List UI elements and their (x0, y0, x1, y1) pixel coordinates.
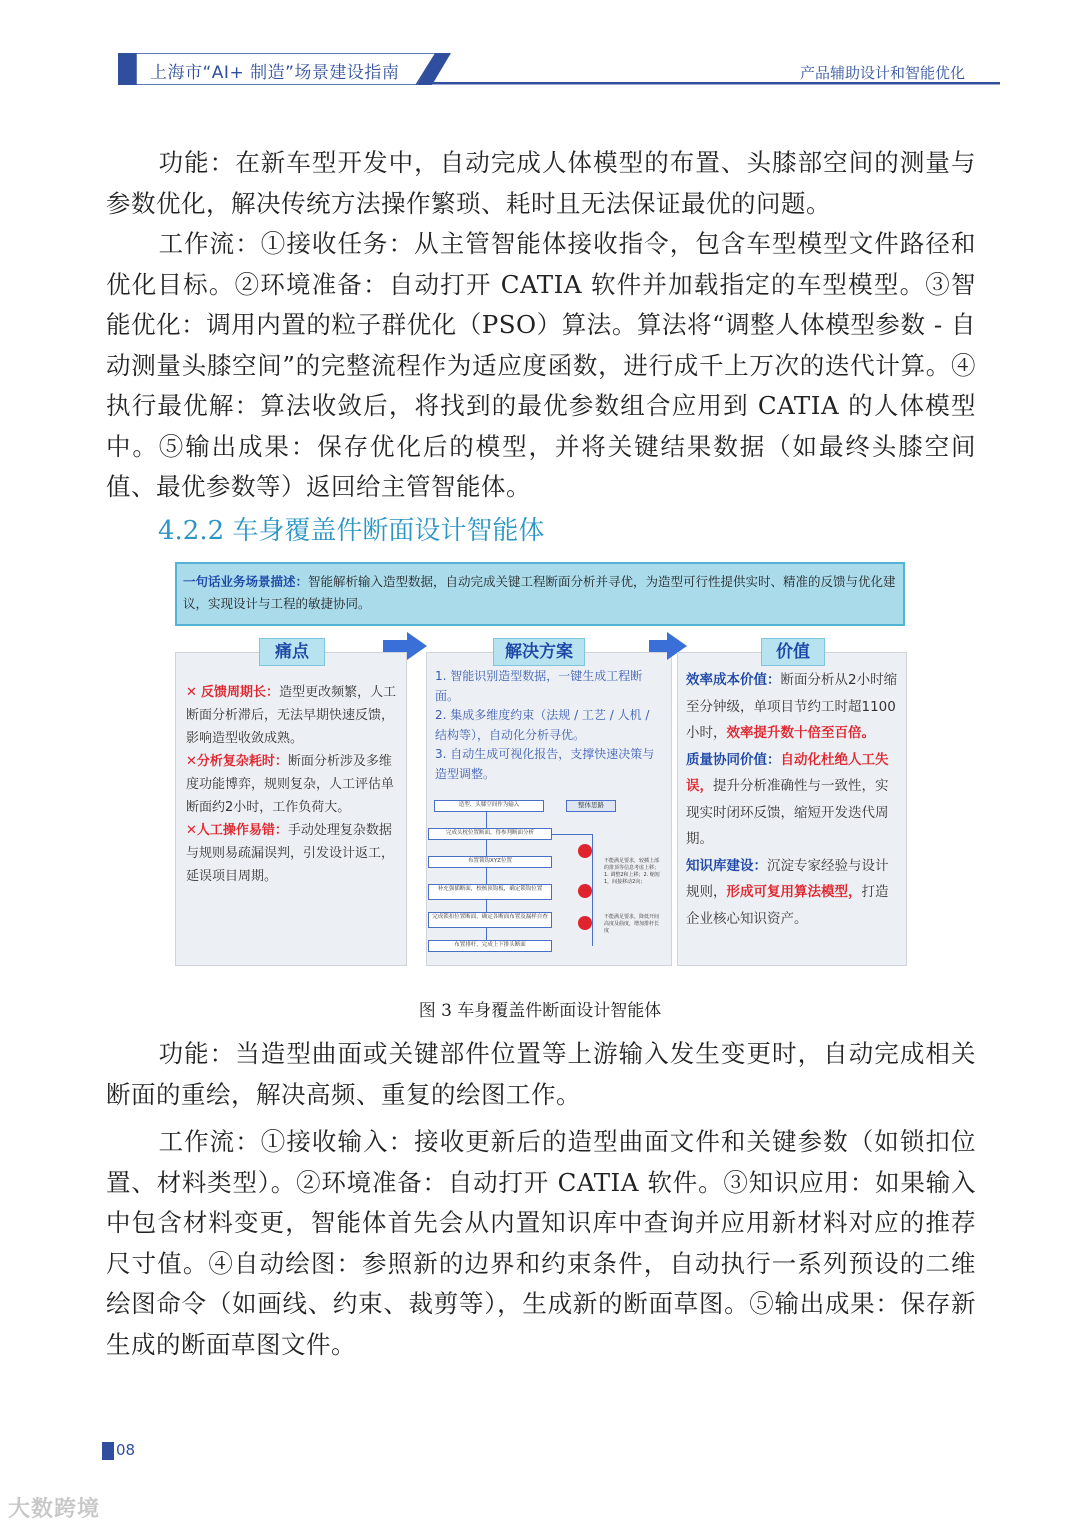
solution-item: 2. 集成多维度约束（法规 / 工艺 / 人机 / 结构等），自动化分析寻优。 (435, 708, 650, 742)
solution-title: 解决方案 (493, 638, 585, 666)
flow-connector (486, 928, 487, 940)
pain-points-panel (175, 652, 407, 966)
pain-points-title: 痛点 (259, 638, 325, 666)
header-bar (118, 53, 136, 85)
flow-connector (486, 900, 487, 912)
page-number: 08 (116, 1441, 136, 1459)
flow-step: 布置锁钩XYZ位置 (428, 856, 552, 868)
scenario-text: 智能解析输入造型数据，自动完成关键工程断面分析并寻优，为造型可行性提供实时、精准的反馈与优化建议，实现设计与工程的敏捷协同。 (183, 574, 896, 611)
flow-idea: 整体思路 (566, 800, 616, 812)
header-title: 上海市“AI+ 制造”场景建设指南 (150, 63, 400, 83)
flow-note: 不能满足要求，降低开间高度及曲度，增加排杆长度 (604, 914, 660, 934)
value-item: 质量协同价值：自动化杜绝人工失误，提升分析准确性与一致性，实现实时闭环反馈，缩短开发迭代周期。 (686, 751, 889, 847)
section-heading: 4.2.2 车身覆盖件断面设计智能体 (158, 516, 545, 546)
flow-note: 不能满足要求，较插上部的排顶等信息考虑上移；1. 调整2和上移；2. 缩短1，间接移动2向； (604, 858, 660, 885)
flow-connector (552, 834, 592, 835)
paragraph-function-2: 功能：当造型曲面或关键部件位置等上游输入发生变更时，自动完成相关断面的重绘，解决高频、重复的绘图工作。 (106, 1039, 976, 1109)
flowchart (428, 798, 668, 966)
cross-icon: ✕ (186, 685, 197, 700)
arrow-right-icon (383, 640, 409, 652)
flow-step: 完成锁扣位置断面，确定各断面布置及漏样自查 (428, 912, 552, 928)
value-title: 价值 (761, 638, 825, 666)
page-number-bar (102, 1442, 114, 1460)
watermark: 大数跨境 (8, 1497, 101, 1522)
value-item: 效率成本价值：断面分析从2小时缩至分钟级，单项目节约工时超1100小时，效率提升数十倍至百倍。 (686, 672, 898, 741)
flow-connector (486, 868, 487, 884)
header-section-name: 产品辅助设计和智能优化 (800, 64, 966, 82)
paragraph-function-1: 功能：在新车型开发中，自动完成人体模型的布置、头膝部空间的测量与参数优化，解决传统方法操作繁琐、耗时且无法保证最优的问题。 (106, 148, 976, 218)
paragraph-workflow-1: 工作流：①接收任务：从主管智能体接收指令，包含车型模型文件路径和优化目标。②环境准备：自动打开 CATIA 软件并加载指定的车型模型。③智能优化：调用内置的粒子群优化（PSO）算法。算法将“调整人体模型参数 - 自动测量头膝空间”的完整流程作为适应度函数，进行成千上万次的迭代计算。④执行最优解：算法收敛后，将找到的最优参数组合应用到 CATIA 的人体模型中。⑤输出成果：保存优化后的模型，并将关键结果数据（如最终头膝空间值、最优参数等）返回给主管智能体。 (106, 229, 976, 501)
pain-item: ✕ 反馈周期长：造型更改频繁，人工断面分析滞后，无法早期快速反馈，影响造型收敛成熟。 (186, 685, 397, 746)
scenario-banner (175, 562, 905, 626)
alert-dot-icon (578, 916, 592, 930)
solution-item: 1. 智能识别造型数据，一键生成工程断面。 (435, 669, 643, 703)
flow-start: 造型、头膝空间作为输入 (434, 800, 544, 812)
pain-item: ✕人工操作易错：手动处理复杂数据与规则易疏漏误判，引发设计返工，延误项目周期。 (186, 823, 395, 884)
paragraph-workflow-2: 工作流：①接收输入：接收更新后的造型曲面文件和关键参数（如锁扣位置、材料类型）。②环境准备：自动打开 CATIA 软件。③知识应用：如果输入中包含材料变更，智能体首先会从内置知识库中查询并应用新材料对应的推荐尺寸值。④自动绘图：参照新的边界和约束条件，自动执行一系列预设的二维绘图命令（如画线、约束、裁剪等），生成新的断面草图。⑤输出成果：保存新生成的断面草图文件。 (106, 1127, 976, 1359)
alert-dot-icon (578, 844, 592, 858)
flow-connector (486, 812, 487, 828)
arrow-right-icon (407, 632, 427, 660)
flow-step: 布置排杆，完成上下排头断面 (428, 940, 552, 952)
figure-3 (175, 562, 907, 968)
cross-icon: ✕ (186, 754, 197, 769)
solution-item: 3. 自动生成可视化报告，支撑快速决策与造型调整。 (435, 747, 655, 781)
scenario-label: 一句话业务场景描述： (183, 574, 309, 589)
figure-caption: 图 3 车身覆盖件断面设计智能体 (418, 1001, 662, 1021)
flow-step: 补充强插断面，校核顶钩板，确定锁钩位置 (428, 884, 552, 900)
flow-step: 完成头枕位置断面，得参判断面分析 (428, 828, 552, 840)
flow-connector (486, 840, 487, 856)
value-panel (677, 652, 907, 966)
pain-item: ✕分析复杂耗时：断面分析涉及多维度功能博弈，规则复杂，人工评估单断面约2小时，工作负荷大。 (186, 754, 395, 815)
cross-icon: ✕ (186, 823, 197, 838)
alert-dot-icon (578, 884, 592, 898)
flow-connector (592, 834, 593, 946)
value-item: 知识库建设：沉淀专家经验与设计规则，形成可复用算法模型，打造企业核心知识资产。 (686, 857, 889, 927)
